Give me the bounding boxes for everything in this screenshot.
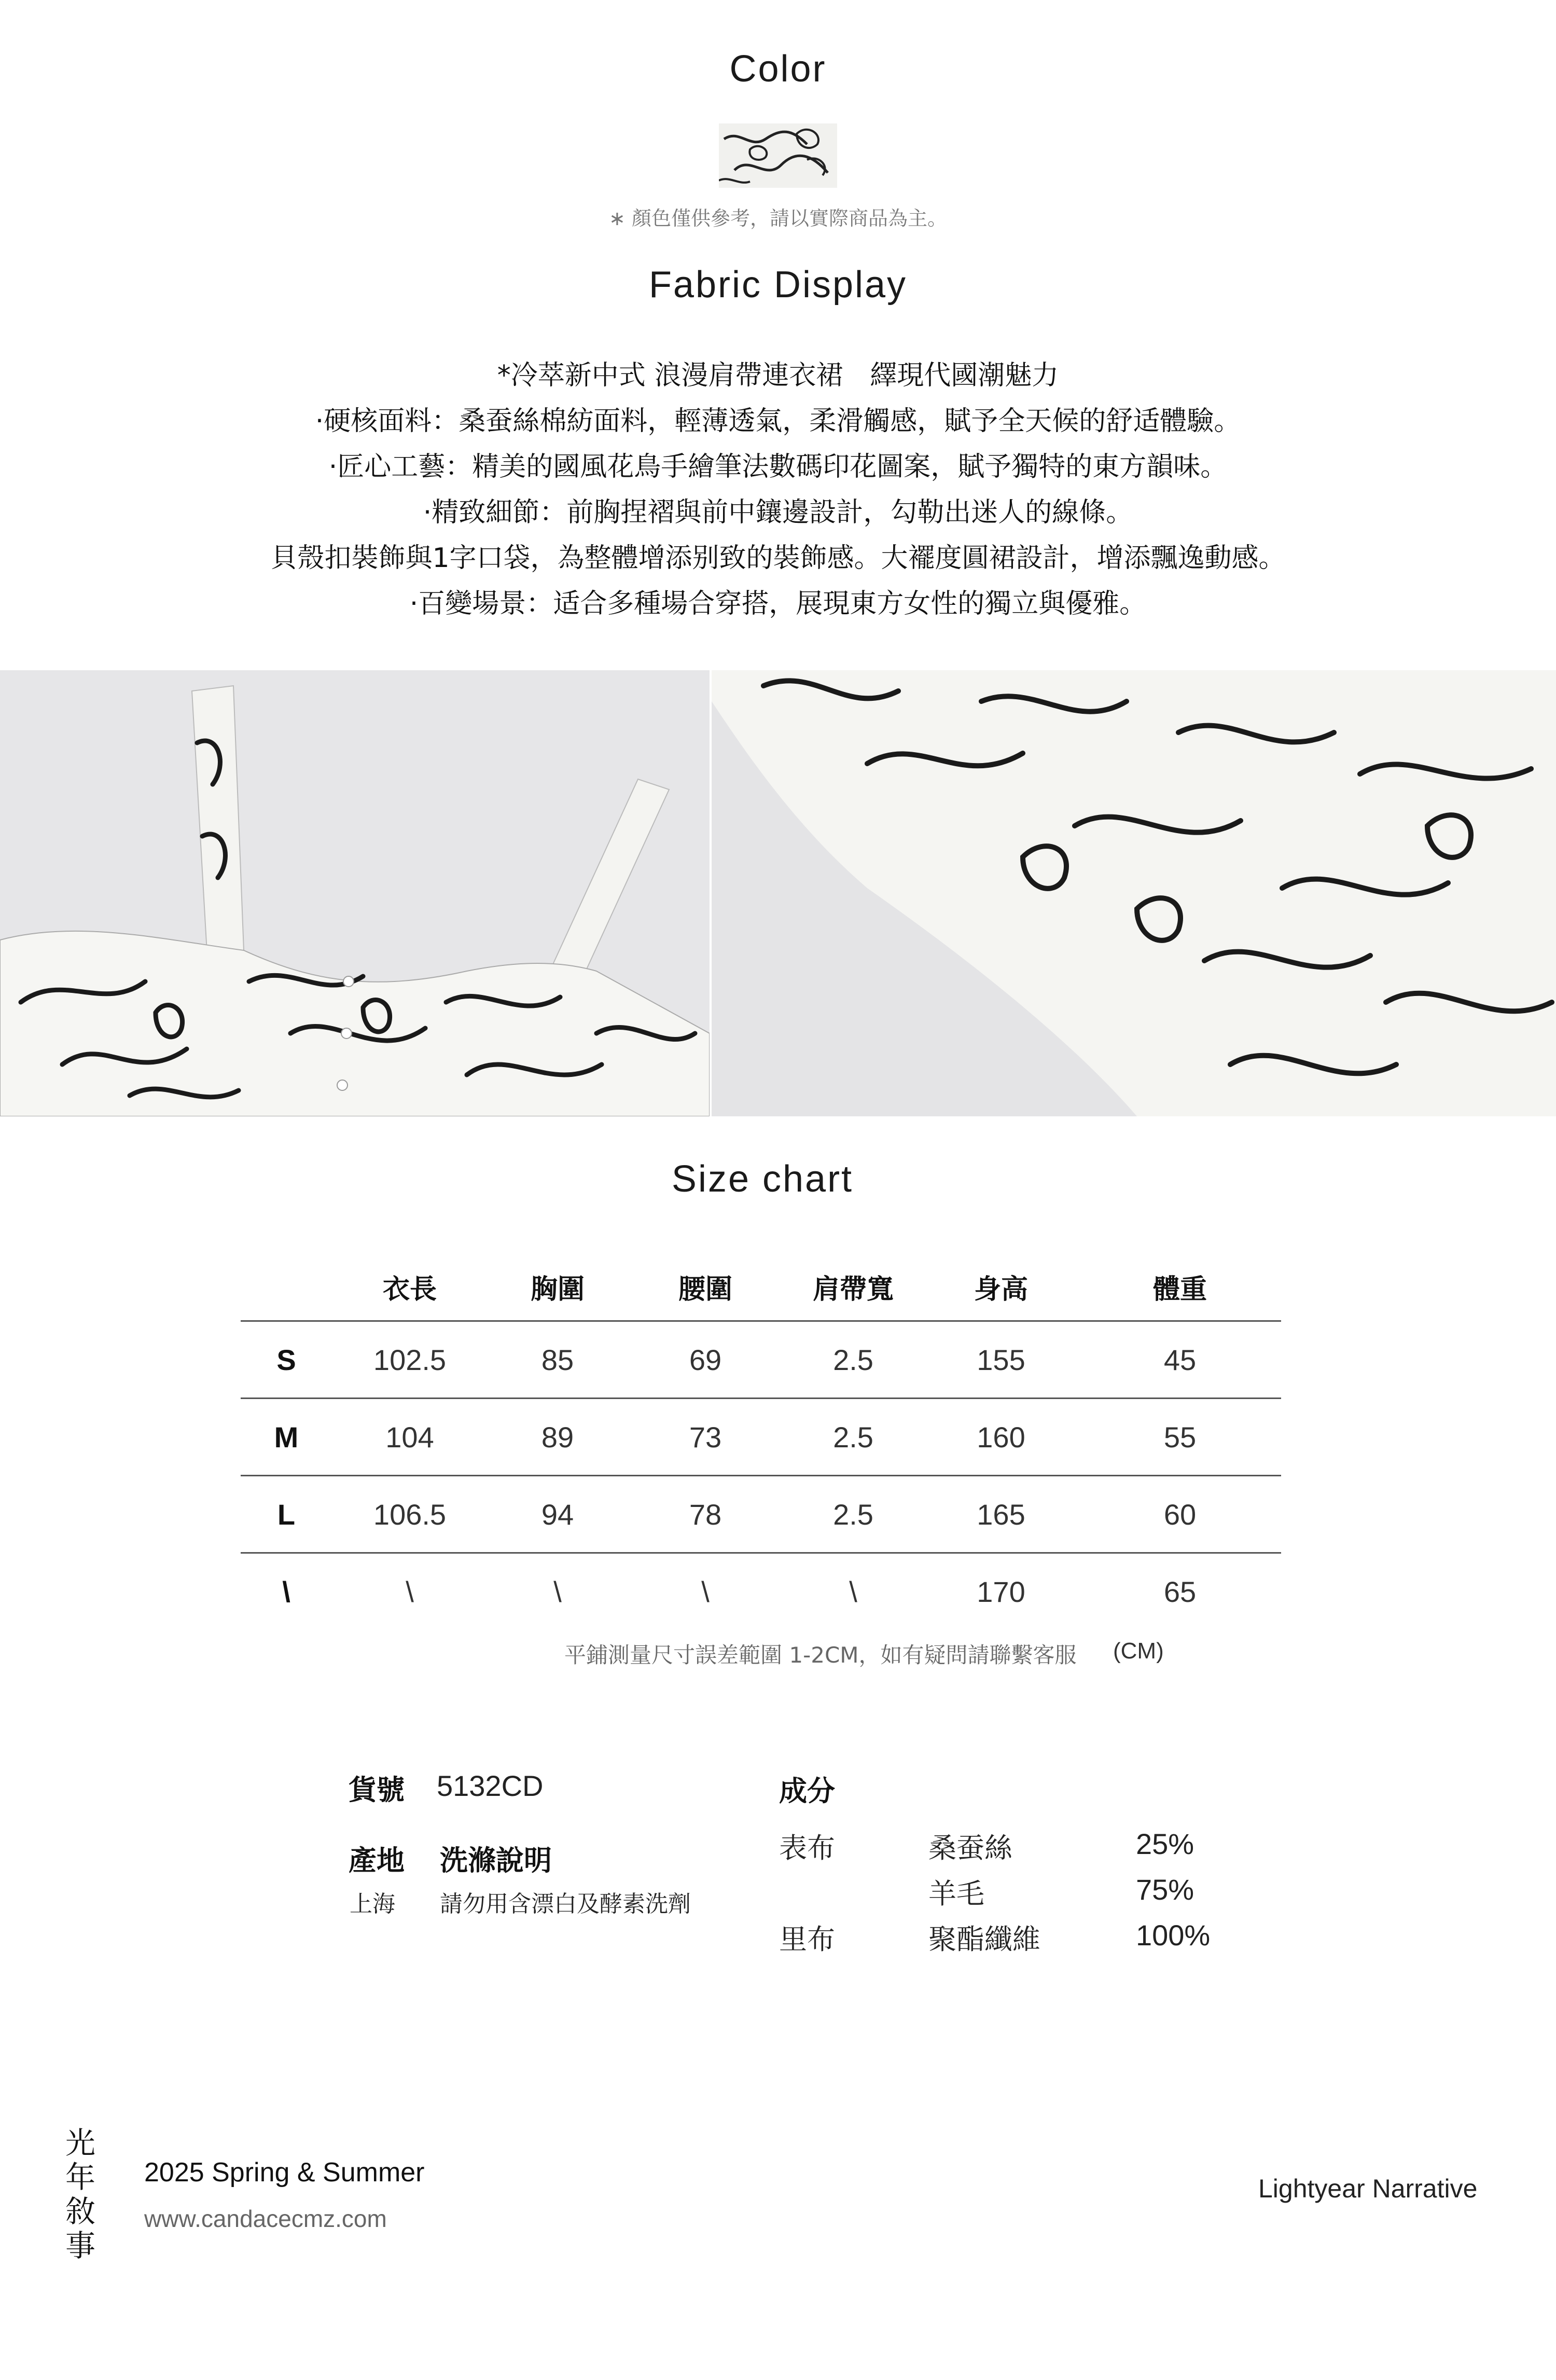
brand-logo-vertical	[62, 2126, 99, 2263]
size-chart-unit: (CM)	[1113, 1638, 1164, 1664]
size-chart-header-row	[241, 1253, 1281, 1321]
header-cell: 體重	[1152, 1274, 1207, 1305]
table-row	[241, 1553, 1281, 1630]
header-cell: 衣長	[382, 1274, 437, 1305]
composition-part: 表布	[779, 1832, 835, 1864]
brand-char: 事	[65, 2228, 95, 2263]
table-cell: 65	[1079, 1553, 1281, 1630]
composition-title: 成分	[779, 1775, 835, 1807]
header-cell: 胸圍	[530, 1274, 585, 1305]
fabric-line: ·精致細節：前胸捏褶與前中鑲邊設計，勾勒出迷人的線條。	[423, 497, 1133, 528]
composition-percent: 25%	[1136, 1828, 1194, 1860]
table-cell: \	[488, 1553, 628, 1630]
table-cell: 2.5	[783, 1399, 923, 1476]
table-row	[241, 1476, 1281, 1553]
table-cell: 102.5	[332, 1321, 488, 1399]
header-cell: 腰圍	[678, 1274, 732, 1305]
size-label: M	[241, 1399, 332, 1476]
table-row	[241, 1321, 1281, 1399]
table-cell: 60	[1079, 1476, 1281, 1553]
size-chart-table	[241, 1253, 1281, 1629]
sku-label: 貨號	[349, 1774, 405, 1806]
color-disclaimer: ∗ 顏色僅供參考，請以實際商品為主。	[609, 207, 947, 230]
wash-value: 請勿用含漂白及酵素洗劑	[440, 1891, 691, 1917]
composition-percent: 75%	[1136, 1873, 1194, 1906]
table-cell: 155	[923, 1321, 1079, 1399]
brand-char: 敘	[65, 2194, 95, 2229]
size-chart-note: 平鋪測量尺寸誤差範圍 1-2CM，如有疑問請聯繫客服	[564, 1642, 1077, 1668]
table-cell: \	[332, 1553, 488, 1630]
composition-material: 聚酯纖維	[928, 1923, 1040, 1956]
table-cell: 45	[1079, 1321, 1281, 1399]
brand-english-name: Lightyear Narrative	[1258, 2174, 1478, 2203]
dress-bodice-photo	[0, 670, 710, 1116]
size-chart-title: Size chart	[671, 1158, 854, 1200]
table-cell: 170	[923, 1553, 1079, 1630]
composition-percent: 100%	[1136, 1919, 1211, 1952]
composition-material: 桑蚕絲	[928, 1832, 1012, 1864]
table-cell: 55	[1079, 1399, 1281, 1476]
table-cell: 106.5	[332, 1476, 488, 1553]
season-label: 2025 Spring & Summer	[144, 2157, 425, 2188]
table-row	[241, 1399, 1281, 1476]
header-cell: 身高	[974, 1274, 1028, 1305]
fabric-skirt-closeup-photo	[712, 670, 1556, 1116]
table-cell: 104	[332, 1399, 488, 1476]
brand-char: 光	[65, 2125, 95, 2161]
fabric-line: ·百變場景：适合多種場合穿搭，展現東方女性的獨立與優雅。	[409, 588, 1147, 619]
size-label: \	[241, 1553, 332, 1630]
table-cell: 85	[488, 1321, 628, 1399]
floral-print-swatch-image	[719, 123, 837, 188]
table-cell: 73	[628, 1399, 783, 1476]
header-cell	[241, 1253, 332, 1321]
table-cell: \	[783, 1553, 923, 1630]
table-cell: 2.5	[783, 1476, 923, 1553]
size-label: L	[241, 1476, 332, 1553]
origin-value: 上海	[350, 1891, 395, 1917]
fabric-line: 貝殼扣裝飾與1字口袋，為整體增添别致的裝飾感。大襬度圓裙設計，增添飄逸動感。	[270, 543, 1286, 574]
fabric-display-title: Fabric Display	[648, 264, 908, 306]
brand-char: 年	[65, 2160, 95, 2195]
size-label: S	[241, 1321, 332, 1399]
table-cell: 78	[628, 1476, 783, 1553]
fabric-line: *冷萃新中式 浪漫肩帶連衣裙 繹現代國潮魅力	[497, 360, 1059, 391]
fabric-description	[0, 353, 1556, 627]
table-cell: \	[628, 1553, 783, 1630]
origin-label: 產地	[349, 1844, 405, 1877]
color-title: Color	[729, 48, 827, 90]
website-link[interactable]: www.candacecmz.com	[144, 2205, 387, 2232]
fabric-line: ·匠心工藝：精美的國風花鳥手繪筆法數碼印花圖案，賦予獨特的東方韻味。	[328, 451, 1228, 482]
table-cell: 69	[628, 1321, 783, 1399]
fabric-line: ·硬核面料：桑蚕絲棉紡面料，輕薄透氣，柔滑觸感，賦予全天候的舒适體驗。	[315, 406, 1241, 437]
header-cell: 肩帶寬	[812, 1274, 894, 1305]
composition-part: 里布	[779, 1923, 835, 1956]
table-cell: 165	[923, 1476, 1079, 1553]
table-cell: 160	[923, 1399, 1079, 1476]
table-cell: 89	[488, 1399, 628, 1476]
sku-value: 5132CD	[437, 1769, 544, 1802]
wash-label: 洗滌說明	[440, 1844, 552, 1877]
fabric-color-swatch[interactable]	[719, 123, 837, 188]
table-cell: 2.5	[783, 1321, 923, 1399]
table-cell: 94	[488, 1476, 628, 1553]
composition-material: 羊毛	[928, 1877, 984, 1910]
